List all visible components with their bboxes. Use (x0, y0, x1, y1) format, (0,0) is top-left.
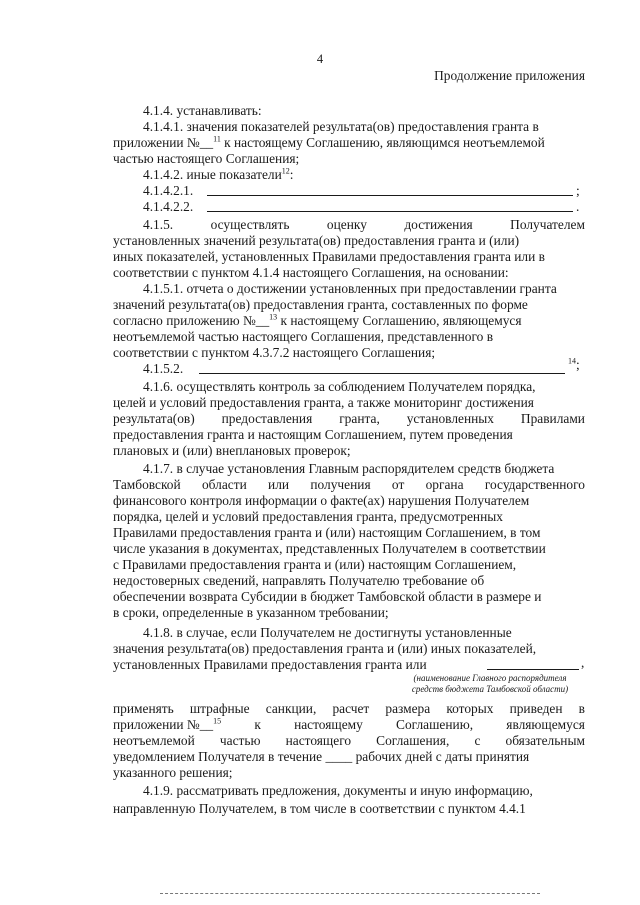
item-4-1-9-line1: 4.1.9. рассматривать предложения, документы и иную информацию, (143, 783, 533, 798)
item-4-1-4: 4.1.4. устанавливать: (143, 103, 262, 118)
item-4-1-4-1-line3: частью настоящего Соглашения; (113, 151, 300, 166)
item-4-1-7-line10: в сроки, определенные в указанном требовании; (113, 605, 389, 620)
item-4-1-8-line4: применять штрафные санкции, расчет размера которых приведен в (113, 701, 585, 716)
footnote-ref-11: 11 (213, 134, 221, 144)
item-4-1-7-line8: недостоверных сведений, направлять Получателю требование об (113, 573, 485, 588)
comma: , (581, 655, 585, 670)
period: . (576, 199, 580, 214)
footnote-ref-13: 13 (269, 312, 278, 322)
item-4-1-6-line2: целей и условий предоставления гранта, а также мониторинг достижения (113, 395, 534, 410)
item-4-1-4-2: 4.1.4.2. иные показатели$^{12}$: (143, 166, 294, 182)
item-4-1-6-line1: 4.1.6. осуществлять контроль за соблюдением Получателем порядка, (143, 379, 536, 394)
item-4-1-5-1-line4: неотъемлемой частью настоящего Соглашения, представленного в (113, 329, 494, 344)
blank-line (207, 211, 573, 212)
item-4-1-7-line1: 4.1.7. в случае установления Главным распорядителем средств бюджета (143, 461, 555, 476)
item-4-1-8-line8: указанного решения; (113, 765, 233, 780)
item-4-1-7-line5: Правилами предоставления гранта и (или) настоящим Соглашением, в том (113, 525, 541, 540)
footnote-ref-14: $^{14}$; (568, 356, 580, 372)
page-number: 4 (316, 52, 324, 66)
item-4-1-6-line3: результата(ов) предоставления гранта, установленных Правилами (113, 411, 585, 426)
item-4-1-5-line1: 4.1.5. осуществлять оценку достижения Получателем (143, 217, 585, 232)
item-4-1-8-line2: значения результата(ов) предоставления гранта и (или) иных показателей, (113, 641, 537, 656)
item-4-1-9-line2: направленную Получателем, в том числе в соответствии с пунктом 4.4.1 (113, 801, 526, 816)
blank-line (207, 195, 573, 196)
item-4-1-5-1-line5: соответствии с пунктом 4.3.7.2 настоящего Соглашения; (113, 345, 436, 360)
item-4-1-4-2-2: 4.1.4.2.2. (143, 199, 194, 214)
item-4-1-7-line9: обеспечении возврата Субсидии в бюджет Тамбовской области в размере и (113, 589, 542, 604)
item-4-1-7-line4: порядка, целей и условий предоставления гранта, предусмотренных (113, 509, 503, 524)
item-4-1-4-2-1: 4.1.4.2.1. (143, 183, 194, 198)
footnote-ref-12: 12 (281, 166, 290, 176)
item-4-1-5-line4: соответствии с пунктом 4.1.4 настоящего Соглашения, на основании: (113, 265, 509, 280)
footnote-ref-15: 15 (213, 716, 222, 726)
item-4-1-4-1-line2: приложении №__$^{11}$ к настоящему Соглашению, являющимся неотъемлемой (113, 134, 545, 150)
item-4-1-5-line3: иных показателей, установленных Правилами предоставления гранта или в (113, 249, 545, 264)
item-4-1-6-line5: плановых и (или) внеплановых проверок; (113, 443, 351, 458)
item-4-1-5-1-line2: значений результата(ов) предоставления гранта, составленных по форме (113, 297, 528, 312)
item-4-1-8-line5: приложении №__$^{15}$ к настоящему Соглашению, являющемуся (113, 716, 585, 732)
continuation-header: Продолжение приложения (434, 68, 585, 83)
item-4-1-8-line7: уведомлением Получателя в течение ____ рабочих дней с даты принятия (113, 749, 530, 764)
item-4-1-7-line3: финансового контроля информации о факте(ах) нарушения Получателем (113, 493, 530, 508)
item-4-1-7-line7: с Правилами предоставления гранта и (или) настоящим Соглашением, (113, 557, 517, 572)
item-4-1-8-line6: неотъемлемой частью настоящего Соглашения, с обязательным (113, 733, 585, 748)
item-4-1-5-1-line3: согласно приложению №__$^{13}$ к настоящему Соглашению, являющемуся (113, 312, 522, 328)
item-4-1-5-1-line1: 4.1.5.1. отчета о достижении установленных при предоставлении гранта (143, 281, 557, 296)
item-4-1-7-line6: числе указания в документах, представленных Получателем в соответствии (113, 541, 546, 556)
blank-line (199, 373, 565, 374)
note-line1: (наименование Главного распорядителя (413, 673, 567, 683)
blank-line (487, 669, 579, 670)
item-4-1-8-line3: установленных Правилами предоставления гранта или (113, 657, 427, 672)
item-4-1-8-line1: 4.1.8. в случае, если Получателем не достигнуты установленные (143, 625, 512, 640)
item-4-1-5-2: 4.1.5.2. (143, 361, 184, 376)
item-4-1-7-line2: Тамбовской области или получения от органа государственного (113, 477, 585, 492)
note-line2: средств бюджета Тамбовской области) (411, 684, 569, 694)
item-4-1-6-line4: предоставления гранта и настоящим Соглашением, путем проведения (113, 427, 513, 442)
item-4-1-5-line2: установленных значений результата(ов) предоставления гранта и (или) (113, 233, 520, 248)
item-4-1-4-1-line1: 4.1.4.1. значения показателей результата(ов) предоставления гранта в (143, 119, 539, 134)
bottom-scan-artifact (160, 893, 540, 894)
semicolon: ; (576, 183, 580, 198)
